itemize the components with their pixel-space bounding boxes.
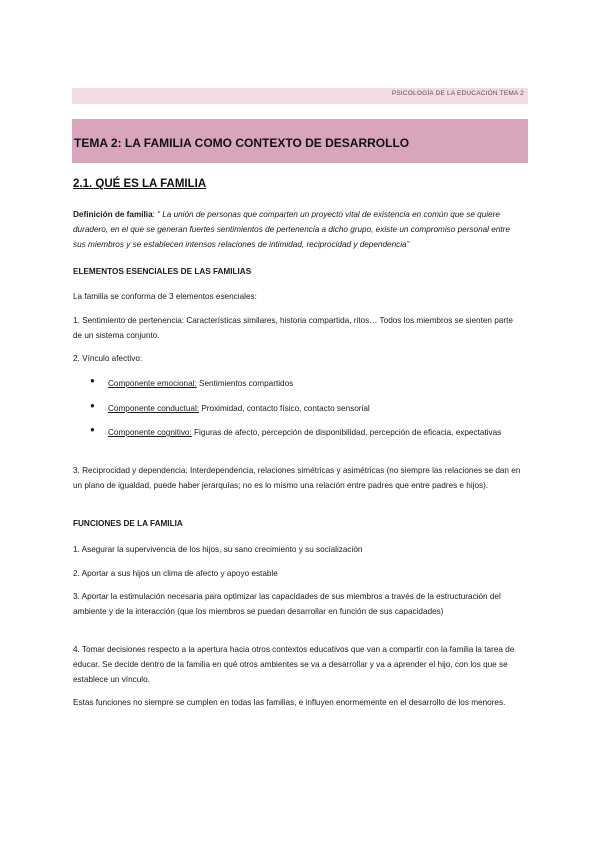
bullet-label: Componente cognitivo: xyxy=(108,428,192,437)
bullet-icon: ● xyxy=(90,425,95,434)
functions-closing: Estas funciones no siempre se cumplen en todas las familias, e influyen enormemente en el desarrollo de los menores. xyxy=(73,698,506,707)
bullet-text xyxy=(108,376,518,391)
functions-heading: FUNCIONES DE LA FAMILIA xyxy=(73,519,183,528)
definition-label: Definición de familia xyxy=(73,210,153,219)
bullet-value: Proximidad, contacto físico, contacto sensorial xyxy=(199,404,370,413)
bullet-icon: ● xyxy=(90,376,95,385)
elements-heading: ELEMENTOS ESENCIALES DE LAS FAMILIAS xyxy=(73,267,252,276)
bullet-text xyxy=(108,401,518,416)
page-header-bar xyxy=(72,88,528,104)
bullet-label: Componente conductual: xyxy=(108,404,200,413)
element-1-paragraph: 1. Sentimiento de pertenencia: Características similares, historia compartida, ritos… Todos los miembros se sienten parte de un sistema conjunto. xyxy=(73,316,513,340)
definition-text: “ La unión de personas que comparten un proyecto vital de existencia en común que se quiere duradero, en el que se generan fuertes sentimientos de pertenencia a dicho grupo, existe un compromiso personal entre sus miembros y se establecen intensos relaciones de intimidad, reciprocidad y dependencia” xyxy=(73,210,510,249)
bullet-icon: ● xyxy=(90,401,95,410)
function-3: 3. Aportar la estimulación necesaria para optimizar las capacidades de sus miembros a través de la estructuración del ambiente y de la interacción (que los miembros se puedan desarrollar en función de sus capacidades) xyxy=(73,592,501,616)
bullet-label: Componente emocional: xyxy=(108,379,197,388)
definition-separator: : xyxy=(152,210,158,219)
definition-paragraph xyxy=(73,207,523,252)
page-header-text: PSICOLOGÍA DE LA EDUCACIÓN TEMA 2 xyxy=(391,90,524,97)
element-3-paragraph: 3. Reciprocidad y dependencia: Interdependencia, relaciones simétricas y asimétricas (no siempre las relaciones se dan en un plano de igualdad, puede haber jerarquías; no es lo mismo una relación entre padres que entre padres e hijos). xyxy=(73,466,521,490)
bullet-value: Sentimientos compartidos xyxy=(196,379,294,388)
section-heading: 2.1. QUÉ ES LA FAMILIA xyxy=(73,178,207,190)
function-1: 1. Asegurar la supervivencia de los hijos, su sano crecimiento y su socialización xyxy=(73,545,363,554)
elements-intro: La familia se conforma de 3 elementos esenciales: xyxy=(73,292,257,301)
element-2-paragraph: 2. Vínculo afectivo: xyxy=(73,354,143,363)
bullet-value: Figuras de afecto, percepción de disponibilidad, percepción de eficacia, expectativas xyxy=(191,428,502,437)
function-2: 2. Aportar a sus hijos un clima de afecto y apoyo estable xyxy=(73,569,278,578)
bullet-text xyxy=(108,425,518,440)
page-title: TEMA 2: LA FAMILIA COMO CONTEXTO DE DESARROLLO xyxy=(74,136,410,150)
title-band xyxy=(72,119,528,163)
function-4: 4. Tomar decisiones respecto a la apertura hacia otros contextos educativos que van a compartir con la familia la tarea de educar. Se decide dentro de la familia en qué otros ambientes se va a desarrollar y va a aprender el hijo, con los que se establece un vínculo. xyxy=(73,645,515,684)
